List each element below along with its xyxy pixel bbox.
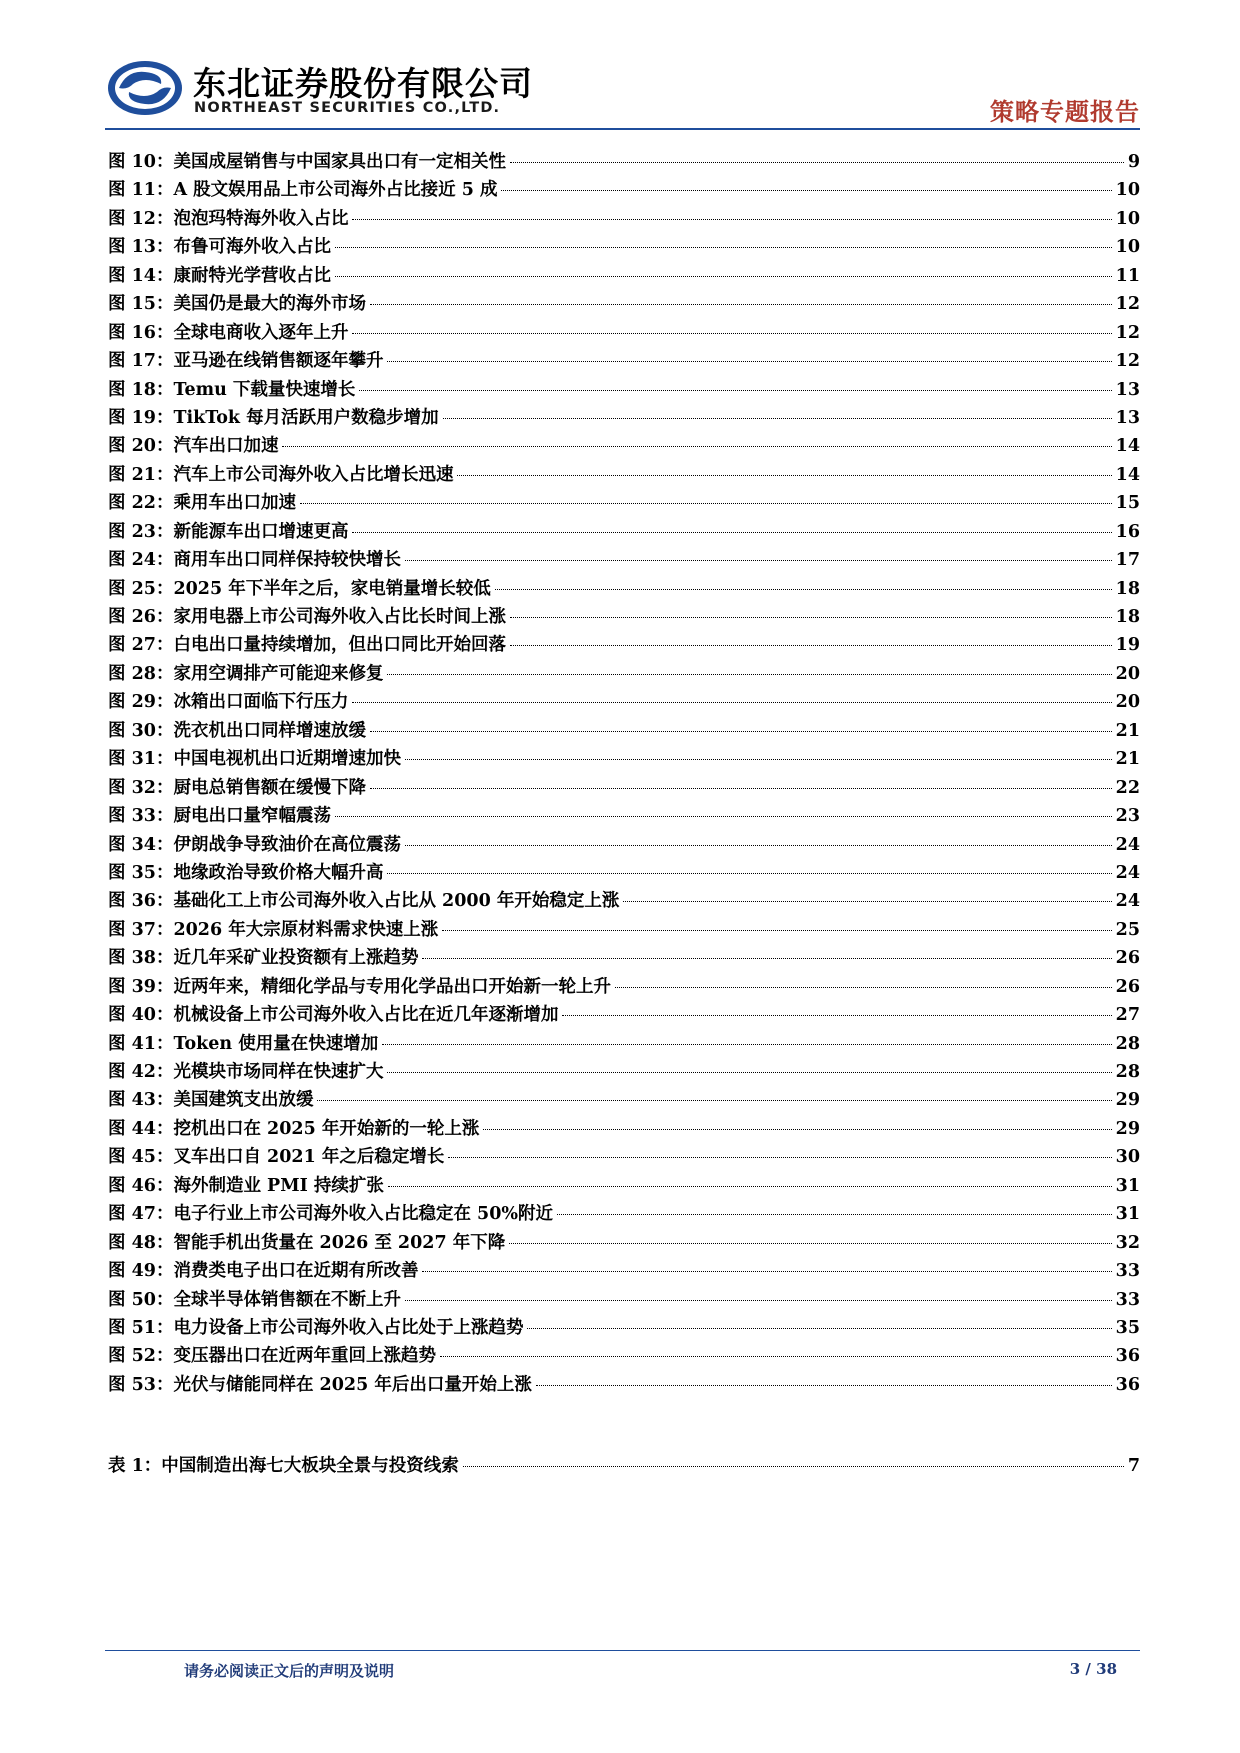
toc-entry-title: 智能手机出货量在 2026 至 2027 年下降 [173, 1232, 506, 1253]
toc-dot-leader [382, 1044, 1111, 1045]
toc-entry[interactable] [108, 1001, 1140, 1029]
toc-entry-page: 21 [1115, 720, 1140, 741]
toc-entry-label: 图 18： [108, 379, 174, 400]
toc-entry-title: 中国电视机出口近期增速加快 [173, 749, 401, 770]
toc-entry-label: 图 43： [108, 1090, 174, 1111]
toc-entry-title: 叉车出口自 2021 年之后稳定增长 [173, 1147, 445, 1168]
toc-entry[interactable] [108, 148, 1140, 176]
toc-entry[interactable] [108, 1314, 1140, 1342]
toc-dot-leader [370, 304, 1112, 305]
toc-entry-label: 图 15： [108, 294, 174, 315]
toc-entry[interactable] [108, 774, 1140, 802]
toc-dot-leader [405, 845, 1112, 846]
toc-entry-title: Token 使用量在快速增加 [173, 1033, 379, 1054]
toc-entry[interactable] [108, 489, 1140, 517]
toc-dot-leader [370, 731, 1112, 732]
toc-entry[interactable] [108, 432, 1140, 460]
toc-entry[interactable] [108, 262, 1140, 290]
toc-entry-label: 图 45： [108, 1147, 174, 1168]
toc-entry-page: 23 [1115, 806, 1140, 827]
toc-entry-page: 35 [1115, 1317, 1140, 1338]
toc-entry[interactable] [108, 887, 1140, 915]
toc-entry-title: 汽车上市公司海外收入占比增长迅速 [173, 464, 454, 485]
toc-entry[interactable] [108, 1371, 1140, 1399]
toc-entry-page: 32 [1115, 1232, 1140, 1253]
toc-entry-page: 16 [1115, 521, 1140, 542]
toc-entry-title: 冰箱出口面临下行压力 [173, 692, 349, 713]
toc-entry-label: 图 41： [108, 1033, 174, 1054]
toc-entry-page: 14 [1115, 436, 1140, 457]
toc-entry-title: 白电出口量持续增加，但出口同比开始回落 [173, 635, 506, 656]
toc-entry-label: 图 47： [108, 1204, 174, 1225]
toc-entry-title: 变压器出口在近两年重回上涨趋势 [173, 1346, 436, 1367]
toc-entry-title: 基础化工上市公司海外收入占比从 2000 年开始稳定上涨 [173, 891, 620, 912]
toc-entry-page: 33 [1115, 1261, 1140, 1282]
toc-entry-page: 26 [1115, 976, 1140, 997]
toc-dot-leader [282, 446, 1111, 447]
toc-entry-page: 20 [1115, 692, 1140, 713]
toc-entry-title: 美国仍是最大的海外市场 [173, 294, 366, 315]
toc-entry-title: TikTok 每月活跃用户数稳步增加 [173, 407, 439, 428]
toc-entry-title: 家用电器上市公司海外收入占比长时间上涨 [173, 607, 506, 627]
toc-entry-page: 36 [1115, 1374, 1140, 1395]
toc-entry-page: 7 [1127, 1456, 1140, 1476]
toc-entry-label: 图 17： [108, 351, 174, 372]
toc-dot-leader [448, 1157, 1111, 1158]
toc-entry-page: 21 [1115, 749, 1140, 770]
toc-entry-title: 亚马逊在线销售额逐年攀升 [173, 351, 384, 372]
toc-entry[interactable] [108, 631, 1140, 659]
toc-entry-page: 28 [1115, 1033, 1140, 1054]
table-index [108, 1452, 1140, 1480]
toc-entry-page: 13 [1115, 379, 1140, 400]
toc-entry[interactable] [108, 1143, 1140, 1171]
northeast-securities-logo-icon [105, 58, 185, 118]
toc-dot-leader [510, 617, 1112, 618]
toc-entry-label: 图 27： [108, 635, 174, 656]
toc-dot-leader [495, 589, 1112, 590]
toc-entry-label: 图 50： [108, 1289, 174, 1310]
toc-entry-page: 10 [1115, 208, 1140, 229]
toc-entry[interactable] [108, 1342, 1140, 1370]
toc-entry-page: 24 [1115, 891, 1140, 912]
toc-entry[interactable] [108, 461, 1140, 489]
toc-entry-label: 图 30： [108, 720, 174, 741]
toc-entry-label: 图 13： [108, 237, 174, 258]
toc-entry-title: 厨电出口量窄幅震荡 [173, 806, 331, 827]
toc-dot-leader [405, 560, 1112, 561]
toc-entry-page: 9 [1127, 152, 1140, 172]
toc-entry-label: 图 52： [108, 1346, 174, 1367]
toc-entry-title: 光模块市场同样在快速扩大 [173, 1062, 384, 1082]
toc-entry-title: 汽车出口加速 [173, 436, 279, 457]
toc-entry-label: 图 53： [108, 1374, 174, 1395]
toc-dot-leader [443, 418, 1112, 419]
toc-entry-label: 图 39： [108, 976, 174, 997]
footer-divider [105, 1650, 1140, 1651]
toc-entry-page: 11 [1115, 265, 1140, 286]
toc-entry[interactable] [108, 1200, 1140, 1228]
toc-entry-title: 消费类电子出口在近期有所改善 [173, 1261, 419, 1282]
toc-entry-label: 图 40： [108, 1005, 174, 1026]
toc-entry[interactable] [108, 404, 1140, 432]
toc-entry[interactable] [108, 376, 1140, 404]
toc-dot-leader [387, 873, 1111, 874]
toc-entry-label: 图 28： [108, 663, 174, 684]
toc-dot-leader [335, 276, 1112, 277]
toc-dot-leader [388, 1186, 1112, 1187]
toc-entry-page: 10 [1115, 180, 1140, 201]
toc-entry[interactable] [108, 603, 1140, 631]
toc-entry-title: 2026 年大宗原材料需求快速上涨 [173, 919, 439, 940]
toc-entry[interactable] [108, 688, 1140, 716]
toc-dot-leader [557, 1214, 1112, 1215]
toc-entry[interactable] [108, 802, 1140, 830]
toc-entry[interactable] [108, 717, 1140, 745]
toc-entry-page: 17 [1115, 550, 1140, 571]
toc-entry[interactable] [108, 1058, 1140, 1086]
toc-dot-leader [335, 816, 1112, 817]
toc-entry-page: 30 [1115, 1147, 1140, 1168]
toc-entry-label: 图 35： [108, 862, 174, 883]
toc-entry-label: 图 16： [108, 322, 174, 343]
toc-entry-title: 泡泡玛特海外收入占比 [173, 208, 349, 229]
toc-entry-title: 洗衣机出口同样增速放缓 [173, 720, 366, 741]
toc-entry-label: 图 36： [108, 891, 174, 912]
toc-dot-leader [387, 361, 1111, 362]
toc-entry-page: 29 [1115, 1118, 1140, 1139]
toc-dot-leader [483, 1129, 1111, 1130]
toc-entry-title: 光伏与储能同样在 2025 年后出口量开始上涨 [173, 1374, 532, 1395]
toc-entry-title: A 股文娱用品上市公司海外占比接近 5 成 [173, 180, 498, 201]
toc-entry[interactable] [108, 1452, 1140, 1480]
toc-entry-label: 图 31： [108, 749, 174, 770]
toc-dot-leader [422, 1271, 1111, 1272]
toc-entry-page: 33 [1115, 1289, 1140, 1310]
toc-entry-label: 图 12： [108, 208, 174, 229]
toc-entry[interactable] [108, 347, 1140, 375]
toc-entry-title: 电子行业上市公司海外收入占比稳定在 50%附近 [173, 1204, 554, 1225]
toc-dot-leader [422, 958, 1111, 959]
toc-entry-label: 图 29： [108, 692, 174, 713]
toc-dot-leader [352, 702, 1111, 703]
toc-dot-leader [387, 1072, 1111, 1073]
toc-entry-label: 图 21： [108, 464, 174, 485]
toc-entry[interactable] [108, 1030, 1140, 1058]
toc-entry-page: 22 [1115, 777, 1140, 798]
toc-entry-page: 36 [1115, 1346, 1140, 1367]
toc-dot-leader [623, 901, 1111, 902]
toc-entry-label: 图 14： [108, 265, 174, 286]
toc-entry[interactable] [108, 319, 1140, 347]
toc-entry[interactable] [108, 290, 1140, 318]
toc-dot-leader [562, 1015, 1111, 1016]
toc-entry-title: 地缘政治导致价格大幅升高 [173, 862, 384, 883]
toc-dot-leader [335, 247, 1112, 248]
toc-entry-label: 图 38： [108, 948, 174, 969]
toc-entry-title: Temu 下载量快速增长 [173, 379, 356, 400]
toc-entry-label: 图 48： [108, 1232, 174, 1253]
toc-entry-title: 全球半导体销售额在不断上升 [173, 1289, 401, 1310]
toc-entry-page: 20 [1115, 663, 1140, 684]
toc-entry-page: 12 [1115, 351, 1140, 372]
toc-entry-page: 24 [1115, 834, 1140, 855]
toc-dot-leader [370, 788, 1112, 789]
toc-entry-title: 挖机出口在 2025 年开始新的一轮上涨 [173, 1118, 480, 1139]
toc-entry-page: 18 [1115, 578, 1140, 599]
toc-entry-title: 伊朗战争导致油价在高位震荡 [173, 834, 401, 855]
toc-entry-label: 图 32： [108, 777, 174, 798]
toc-entry[interactable] [108, 1086, 1140, 1114]
toc-dot-leader [442, 930, 1111, 931]
toc-entry-page: 13 [1115, 407, 1140, 428]
toc-entry-title: 美国建筑支出放缓 [173, 1090, 314, 1111]
toc-entry-title: 近两年来，精细化学品与专用化学品出口开始新一轮上升 [173, 976, 611, 997]
toc-entry-label: 表 1： [108, 1456, 162, 1476]
toc-entry-label: 图 51： [108, 1317, 174, 1338]
toc-entry-label: 图 37： [108, 919, 174, 940]
toc-entry-title: 乘用车出口加速 [173, 493, 296, 514]
toc-dot-leader [615, 987, 1112, 988]
report-type-label: 策略专题报告 [990, 98, 1140, 126]
toc-entry[interactable] [108, 859, 1140, 887]
toc-entry-title: 商用车出口同样保持较快增长 [173, 550, 401, 571]
toc-dot-leader [352, 333, 1111, 334]
toc-entry-label: 图 11： [108, 180, 174, 201]
toc-dot-leader [457, 475, 1111, 476]
toc-dot-leader [352, 219, 1111, 220]
toc-entry[interactable] [108, 660, 1140, 688]
toc-entry-label: 图 26： [108, 607, 174, 627]
disclaimer-note: 请务必阅读正文后的声明及说明 [184, 1662, 395, 1680]
toc-entry-label: 图 10： [108, 152, 174, 172]
toc-entry-label: 图 20： [108, 436, 174, 457]
toc-entry-label: 图 34： [108, 834, 174, 855]
toc-entry[interactable] [108, 518, 1140, 546]
toc-dot-leader [510, 162, 1124, 163]
toc-dot-leader [387, 674, 1111, 675]
toc-entry[interactable] [108, 973, 1140, 1001]
toc-entry-page: 19 [1115, 635, 1140, 656]
toc-entry-label: 图 25： [108, 578, 174, 599]
toc-entry[interactable] [108, 176, 1140, 204]
toc-entry-title: 海外制造业 PMI 持续扩张 [173, 1175, 384, 1196]
toc-entry-page: 29 [1115, 1090, 1140, 1111]
toc-entry-page: 15 [1115, 493, 1140, 514]
toc-entry[interactable] [108, 1286, 1140, 1314]
figure-index [108, 148, 1140, 1399]
toc-dot-leader [536, 1385, 1112, 1386]
toc-entry[interactable] [108, 1229, 1140, 1257]
toc-dot-leader [501, 190, 1111, 191]
toc-entry-label: 图 49： [108, 1261, 174, 1282]
toc-dot-leader [463, 1466, 1124, 1467]
toc-entry-page: 10 [1115, 237, 1140, 258]
header-divider [105, 128, 1140, 130]
toc-entry-page: 31 [1115, 1204, 1140, 1225]
toc-entry-page: 14 [1115, 464, 1140, 485]
toc-entry-label: 图 33： [108, 806, 174, 827]
toc-entry[interactable] [108, 546, 1140, 574]
toc-entry-title: 美国成屋销售与中国家具出口有一定相关性 [173, 152, 506, 172]
toc-entry-page: 12 [1115, 294, 1140, 315]
toc-dot-leader [405, 1300, 1112, 1301]
toc-entry-page: 12 [1115, 322, 1140, 343]
toc-entry-title: 近几年采矿业投资额有上涨趋势 [173, 948, 419, 969]
toc-entry-label: 图 19： [108, 407, 174, 428]
page-number: 3 / 38 [1069, 1660, 1117, 1678]
toc-entry[interactable] [108, 831, 1140, 859]
toc-dot-leader [527, 1328, 1111, 1329]
toc-dot-leader [300, 503, 1112, 504]
toc-entry[interactable] [108, 1172, 1140, 1200]
toc-dot-leader [352, 532, 1111, 533]
toc-entry-page: 25 [1115, 919, 1140, 940]
toc-entry-page: 28 [1115, 1062, 1140, 1082]
toc-entry[interactable] [108, 944, 1140, 972]
toc-entry-title: 家用空调排产可能迎来修复 [173, 663, 384, 684]
toc-entry[interactable] [108, 745, 1140, 773]
toc-entry[interactable] [108, 1257, 1140, 1285]
toc-entry-label: 图 22： [108, 493, 174, 514]
toc-entry-label: 图 46： [108, 1175, 174, 1196]
toc-entry-title: 电力设备上市公司海外收入占比处于上涨趋势 [173, 1317, 524, 1338]
toc-entry[interactable] [108, 205, 1140, 233]
toc-entry-page: 31 [1115, 1175, 1140, 1196]
toc-entry-page: 27 [1115, 1005, 1140, 1026]
toc-entry-page: 26 [1115, 948, 1140, 969]
toc-entry-label: 图 24： [108, 550, 174, 571]
toc-entry-label: 图 44： [108, 1118, 174, 1139]
toc-entry-title: 2025 年下半年之后，家电销量增长较低 [173, 578, 491, 599]
company-name-en: NORTHEAST SECURITIES CO.,LTD. [194, 100, 501, 116]
toc-entry[interactable] [108, 233, 1140, 261]
toc-entry-title: 全球电商收入逐年上升 [173, 322, 349, 343]
toc-entry-title: 布鲁可海外收入占比 [173, 237, 331, 258]
toc-dot-leader [405, 759, 1112, 760]
toc-entry-page: 18 [1115, 607, 1140, 627]
toc-entry-title: 康耐特光学营收占比 [173, 265, 331, 286]
toc-entry-title: 机械设备上市公司海外收入占比在近几年逐渐增加 [173, 1005, 559, 1026]
toc-entry-title: 厨电总销售额在缓慢下降 [173, 777, 366, 798]
page-header [105, 54, 1140, 124]
toc-entry[interactable] [108, 575, 1140, 603]
toc-entry-title: 新能源车出口增速更高 [173, 521, 349, 542]
toc-dot-leader [359, 390, 1111, 391]
toc-dot-leader [317, 1100, 1111, 1101]
toc-dot-leader [509, 1243, 1111, 1244]
toc-entry-title: 中国制造出海七大板块全景与投资线索 [161, 1456, 459, 1476]
toc-dot-leader [440, 1356, 1112, 1357]
toc-entry[interactable] [108, 916, 1140, 944]
toc-entry[interactable] [108, 1115, 1140, 1143]
company-name-cn: 东北证券股份有限公司 [193, 64, 533, 103]
toc-dot-leader [510, 645, 1112, 646]
toc-entry-page: 24 [1115, 862, 1140, 883]
toc-entry-label: 图 42： [108, 1062, 174, 1082]
toc-entry-label: 图 23： [108, 521, 174, 542]
